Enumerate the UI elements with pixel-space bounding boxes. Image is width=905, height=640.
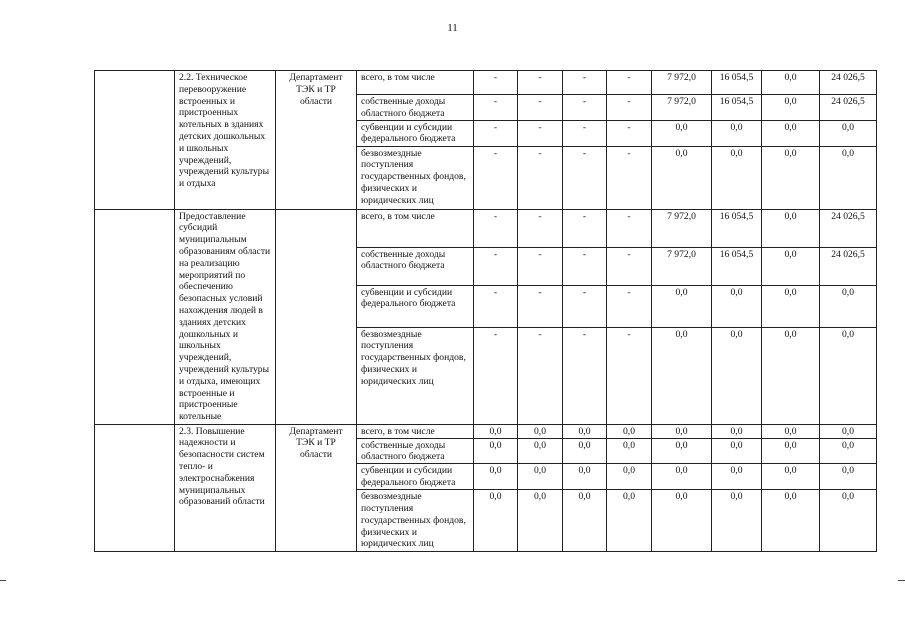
value-cell: 7 972,0 [652, 247, 712, 285]
value-cell: 0,0 [652, 490, 712, 552]
value-cell: - [518, 120, 563, 146]
value-cell: 0,0 [518, 464, 563, 490]
funding-source: безвозмездные поступления государственных фондов, физических и юридических лиц [357, 327, 474, 424]
funding-source: субвенции и субсидии федерального бюджета [357, 285, 474, 327]
value-cell: 0,0 [607, 464, 652, 490]
total-cell: 0,0 [820, 424, 877, 438]
funding-source: субвенции и субсидии федерального бюджета [357, 464, 474, 490]
scan-edge-mark [898, 580, 905, 581]
total-cell: 24 026,5 [820, 247, 877, 285]
total-cell: 0,0 [820, 464, 877, 490]
value-cell: - [474, 285, 518, 327]
value-cell: 0,0 [563, 438, 607, 464]
value-cell: - [607, 247, 652, 285]
row-number-cell [95, 424, 175, 552]
value-cell: 0,0 [712, 438, 762, 464]
value-cell: 0,0 [712, 285, 762, 327]
value-cell: - [474, 120, 518, 146]
total-cell: 24 026,5 [820, 71, 877, 95]
funding-source: субвенции и субсидии федерального бюджета [357, 120, 474, 146]
value-cell: 0,0 [712, 327, 762, 424]
value-cell: - [607, 95, 652, 121]
value-cell: - [563, 285, 607, 327]
value-cell: - [474, 95, 518, 121]
funding-source: всего, в том числе [357, 71, 474, 95]
funding-source: безвозмездные поступления государственных фондов, физических и юридических лиц [357, 146, 474, 209]
table-row [95, 71, 877, 95]
value-cell: 0,0 [762, 95, 820, 121]
value-cell: - [518, 247, 563, 285]
budget-table [94, 70, 877, 552]
value-cell: - [518, 285, 563, 327]
value-cell: - [518, 209, 563, 247]
value-cell: 0,0 [712, 424, 762, 438]
value-cell: 0,0 [762, 209, 820, 247]
value-cell: - [607, 209, 652, 247]
value-cell: - [518, 327, 563, 424]
value-cell: 16 054,5 [712, 95, 762, 121]
total-cell: 0,0 [820, 327, 877, 424]
value-cell: 0,0 [712, 120, 762, 146]
total-cell: 24 026,5 [820, 95, 877, 121]
funding-source: собственные доходы областного бюджета [357, 438, 474, 464]
value-cell: - [607, 285, 652, 327]
value-cell: 0,0 [563, 464, 607, 490]
value-cell: - [607, 120, 652, 146]
total-cell: 24 026,5 [820, 209, 877, 247]
executor-cell: Департамент ТЭК и ТР области [276, 71, 357, 210]
value-cell: - [518, 146, 563, 209]
value-cell: 0,0 [712, 464, 762, 490]
funding-source: всего, в том числе [357, 424, 474, 438]
total-cell: 0,0 [820, 438, 877, 464]
value-cell: - [607, 146, 652, 209]
value-cell: 0,0 [762, 424, 820, 438]
value-cell: 0,0 [563, 424, 607, 438]
value-cell: 0,0 [563, 490, 607, 552]
measure-name: 2.3. Повышение надежности и безопасности систем тепло- и электроснабжения муниципальных образований области [175, 424, 276, 552]
value-cell: - [563, 146, 607, 209]
value-cell: 0,0 [762, 71, 820, 95]
value-cell: 0,0 [652, 285, 712, 327]
total-cell: 0,0 [820, 120, 877, 146]
value-cell: 0,0 [762, 438, 820, 464]
funding-source: безвозмездные поступления государственных фондов, физических и юридических лиц [357, 490, 474, 552]
value-cell: 0,0 [518, 438, 563, 464]
value-cell: - [563, 247, 607, 285]
value-cell: 0,0 [607, 490, 652, 552]
value-cell: 0,0 [607, 424, 652, 438]
total-cell: 0,0 [820, 285, 877, 327]
funding-source: собственные доходы областного бюджета [357, 95, 474, 121]
value-cell: 0,0 [762, 146, 820, 209]
value-cell: - [563, 71, 607, 95]
value-cell: 7 972,0 [652, 71, 712, 95]
value-cell: 0,0 [652, 464, 712, 490]
value-cell: 7 972,0 [652, 95, 712, 121]
value-cell: - [474, 209, 518, 247]
measure-name: 2.2. Техническое перевооружение встроенных и пристроенных котельных в зданиях детских дошкольных и школьных учреждений, учреждений культуры и отдыха [175, 71, 276, 210]
value-cell: 0,0 [762, 464, 820, 490]
value-cell: 0,0 [518, 424, 563, 438]
executor-cell: Департамент ТЭК и ТР области [276, 424, 357, 552]
value-cell: - [607, 71, 652, 95]
value-cell: 0,0 [474, 464, 518, 490]
value-cell: 0,0 [652, 120, 712, 146]
value-cell: - [518, 71, 563, 95]
page-number: 11 [447, 22, 458, 34]
value-cell: 0,0 [762, 120, 820, 146]
value-cell: 16 054,5 [712, 247, 762, 285]
value-cell: 0,0 [652, 146, 712, 209]
value-cell: 0,0 [762, 247, 820, 285]
funding-source: всего, в том числе [357, 209, 474, 247]
value-cell: 0,0 [607, 438, 652, 464]
value-cell: - [474, 71, 518, 95]
table-row [95, 209, 877, 247]
value-cell: 0,0 [652, 424, 712, 438]
value-cell: - [563, 327, 607, 424]
value-cell: 0,0 [712, 490, 762, 552]
measure-name: Предоставление субсидий муниципальным образованиям области на реализацию мероприятий по обеспечению безопасных условий нахождения людей в зданиях детских дошкольных и школьных учреждений, учреждений культуры и отдыха, имеющих встроенные и пристроенные котельные [175, 209, 276, 424]
value-cell: - [563, 120, 607, 146]
table-row [95, 424, 877, 438]
scan-edge-mark [0, 580, 6, 581]
value-cell: - [518, 95, 563, 121]
value-cell: 7 972,0 [652, 209, 712, 247]
value-cell: 0,0 [652, 327, 712, 424]
row-number-cell [95, 71, 175, 210]
executor-cell [276, 209, 357, 424]
row-number-cell [95, 209, 175, 424]
value-cell: 0,0 [474, 424, 518, 438]
value-cell: - [474, 327, 518, 424]
value-cell: 0,0 [518, 490, 563, 552]
value-cell: 0,0 [474, 490, 518, 552]
value-cell: 0,0 [762, 285, 820, 327]
value-cell: - [563, 209, 607, 247]
value-cell: - [607, 327, 652, 424]
value-cell: 0,0 [762, 327, 820, 424]
value-cell: - [474, 146, 518, 209]
value-cell: 0,0 [652, 438, 712, 464]
total-cell: 0,0 [820, 146, 877, 209]
value-cell: 0,0 [474, 438, 518, 464]
value-cell: 16 054,5 [712, 71, 762, 95]
value-cell: 0,0 [712, 146, 762, 209]
value-cell: - [563, 95, 607, 121]
value-cell: - [474, 247, 518, 285]
value-cell: 16 054,5 [712, 209, 762, 247]
funding-source: собственные доходы областного бюджета [357, 247, 474, 285]
value-cell: 0,0 [762, 490, 820, 552]
total-cell: 0,0 [820, 490, 877, 552]
